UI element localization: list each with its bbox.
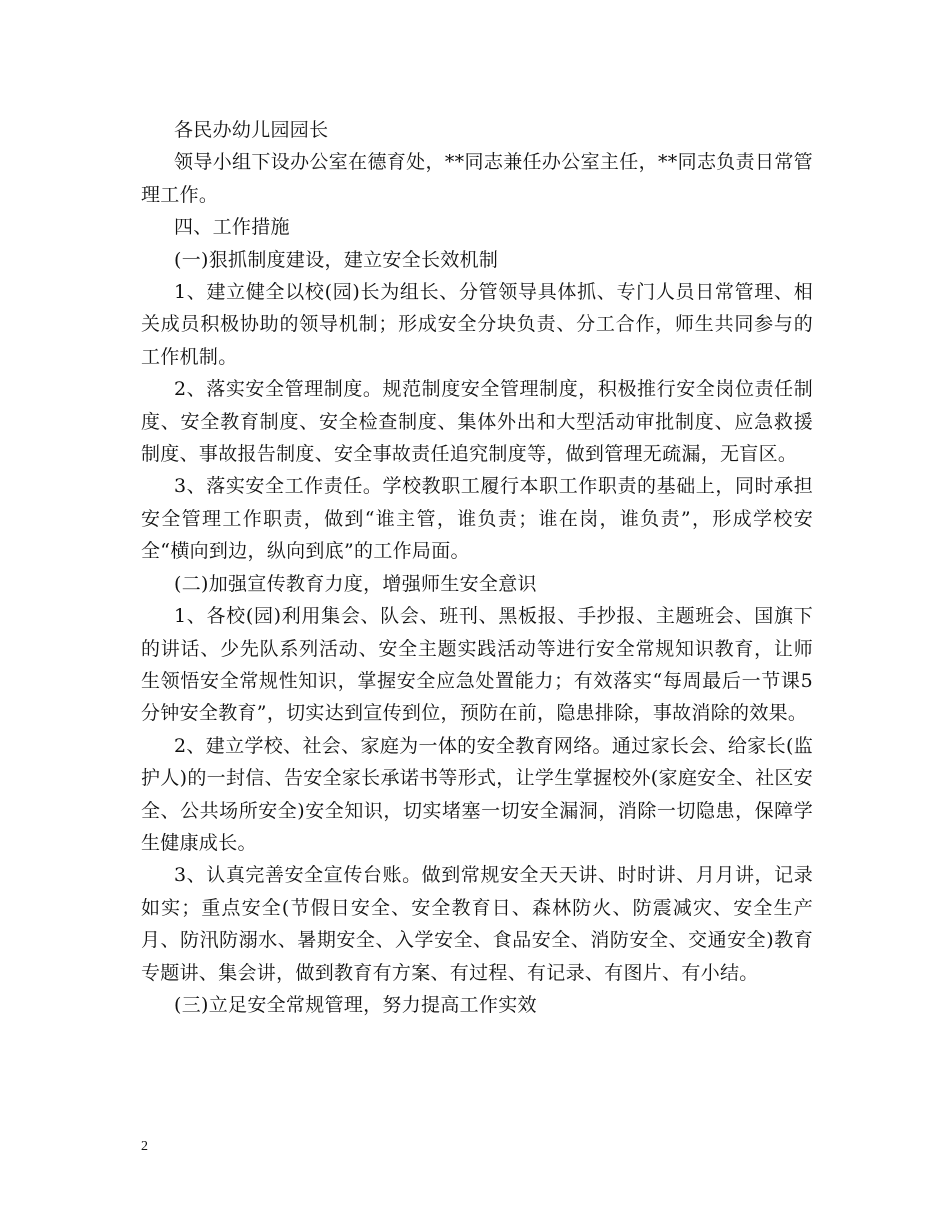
subheading-publicity-education: (二)加强宣传教育力度，增强师生安全意识 bbox=[174, 572, 537, 595]
paragraph-safety-management-system: 2、落实安全管理制度。规范制度安全管理制度，积极推行安全岗位责任制度、安全教育制度、安全检查制度、集体外出和大型活动审批制度、应急救援制度、事故报告制度、安全事故责任追究制度等，做到管理无疏漏，无盲区。 bbox=[141, 378, 813, 466]
paragraph-leadership-mechanism: 1、建立健全以校(园)长为组长、分管领导具体抓、专门人员日常管理、相关成员积极协助的领导机制；形成安全分块负责、分工合作，师生共同参与的工作机制。 bbox=[141, 281, 813, 368]
subheading-system-building: (一)狠抓制度建设，建立安全长效机制 bbox=[174, 248, 499, 271]
paragraph-safety-knowledge-education: 1、各校(园)利用集会、队会、班刊、黑板报、手抄报、主题班会、国旗下的讲话、少先队系列活动、安全主题实践活动等进行安全常规知识教育，让师生领悟安全常规性知识，掌握安全应急处置能力；有效落实“每周最后一节课5分钟安全教育”，切实达到宣传到位，预防在前，隐患排除，事故消除的效果。 bbox=[141, 605, 813, 725]
document-body bbox=[141, 114, 813, 1021]
page-number: 2 bbox=[141, 1139, 148, 1154]
paragraph-kindergarten-directors: 各民办幼儿园园长 bbox=[174, 119, 329, 141]
subheading-routine-management: (三)立足安全常规管理，努力提高工作实效 bbox=[174, 993, 537, 1016]
paragraph-education-network: 2、建立学校、社会、家庭为一体的安全教育网络。通过家长会、给家长(监护人)的一封信、告安全家长承诺书等形式，让学生掌握校外(家庭安全、社区安全、公共场所安全)安全知识，切实堵塞一切安全漏洞，消除一切隐患，保障学生健康成长。 bbox=[141, 734, 813, 854]
paragraph-office-arrangement: 领导小组下设办公室在德育处，**同志兼任办公室主任，**同志负责日常管理工作。 bbox=[141, 151, 813, 206]
paragraph-publicity-records: 3、认真完善安全宣传台账。做到常规安全天天讲、时时讲、月月讲，记录如实；重点安全(节假日安全、安全教育日、森林防火、防震减灾、安全生产月、防汛防溺水、暑期安全、入学安全、食品安全、消防安全、交通安全)教育专题讲、集会讲，做到教育有方案、有过程、有记录、有图片、有小结。 bbox=[141, 864, 813, 984]
section-heading-work-measures: 四、工作措施 bbox=[174, 216, 290, 239]
paragraph-safety-responsibility: 3、落实安全工作责任。学校教职工履行本职工作职责的基础上，同时承担安全管理工作职责，做到“谁主管，谁负责；谁在岗，谁负责”，形成学校安全“横向到边，纵向到底”的工作局面。 bbox=[141, 475, 813, 563]
